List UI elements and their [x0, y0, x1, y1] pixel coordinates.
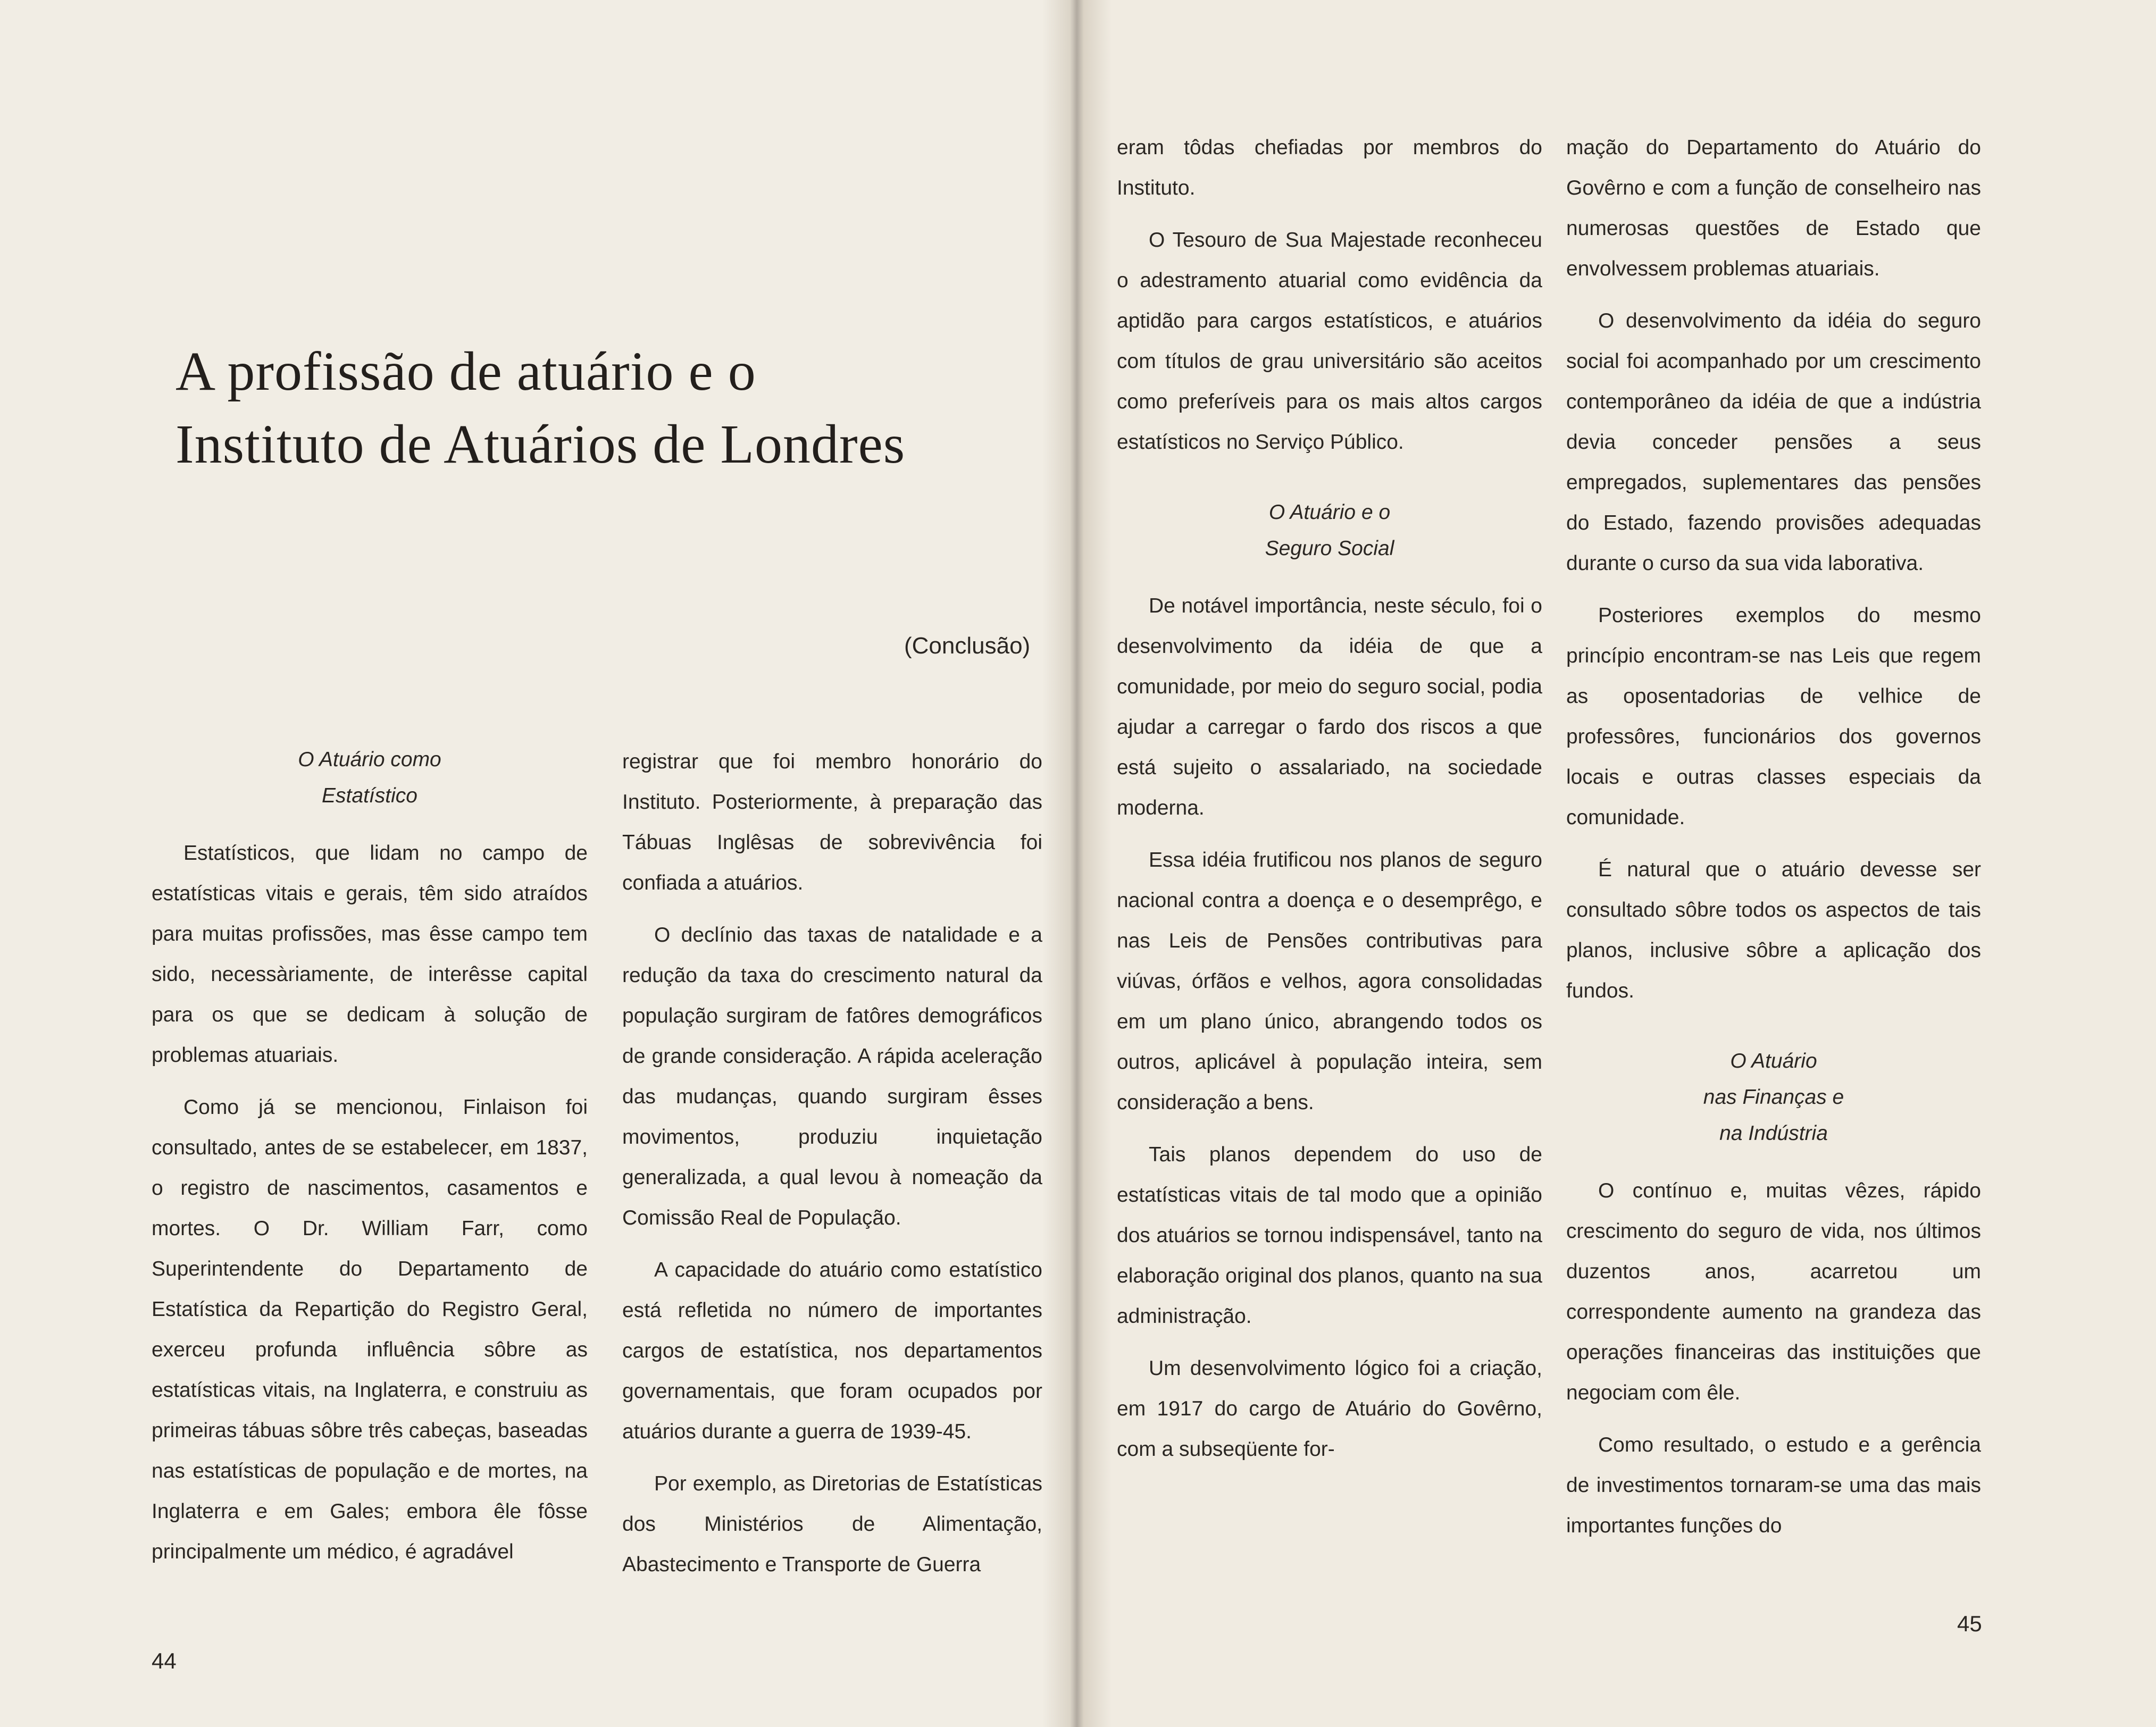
heading-line: O Atuário e o: [1268, 501, 1391, 524]
heading-line: Estatístico: [322, 784, 417, 807]
paragraph: O contínuo e, muitas vêzes, rápido crescimento do seguro de vida, nos últimos duzentos anos, acarretou um correspondente aumento na grandeza das operações financeiras das instituições que negociam com êle.: [1566, 1179, 1981, 1404]
paragraph: registrar que foi membro honorário do Instituto. Posteriormente, à preparação das Tábuas Inglêsas de sobrevivência foi confiada a atuários.: [622, 750, 1042, 894]
section-heading: [1117, 494, 1542, 567]
heading-line: O Atuário como: [298, 748, 441, 771]
paragraph: O desenvolvimento da idéia do seguro social foi acompanhado por um crescimento contemporâneo da idéia de que a indústria devia conceder pensões a seus empregados, suplementares das pensões do Estado, fazendo provisões adequadas durante o curso da sua vida laborativa.: [1566, 309, 1981, 575]
paragraph: eram tôdas chefiadas por membros do Instituto.: [1117, 136, 1542, 199]
paragraph: Por exemplo, as Diretorias de Estatísticas dos Ministérios de Alimentação, Abastecimento e Transporte de Guerra: [622, 1472, 1042, 1576]
heading-line: na Indústria: [1719, 1122, 1828, 1145]
paragraph: Posteriores exemplos do mesmo princípio encontram-se nas Leis que regem as oposentadorias de velhice de professôres, funcionários dos governos locais e outras classes especiais da comunidade.: [1566, 604, 1981, 829]
paragraph: Um desenvolvimento lógico foi a criação, em 1917 do cargo de Atuário do Govêrno, com a subseqüente for-: [1117, 1357, 1542, 1461]
section-heading: [152, 742, 588, 814]
left-column-1: [152, 742, 588, 1584]
paragraph: Como já se mencionou, Finlaison foi consultado, antes de se estabelecer, em 1837, o registro de nascimentos, casamentos e mortes. O Dr. William Farr, como Superintendente do Departamento de Estatística da Repartição do Registro Geral, exerceu profunda influência sôbre as estatísticas vitais, na Inglaterra, e construiu as primeiras tábuas sôbre três cabeças, baseadas nas estatísticas de população e de mortes, na Inglaterra e em Gales; embora êle fôsse principalmente um médico, é agradável: [152, 1096, 588, 1563]
paragraph: De notável importância, neste século, foi o desenvolvimento da idéia de que a comunidade, por meio do seguro social, podia ajudar a carregar o fardo dos riscos a que está sujeito o assalariado, na sociedade moderna.: [1117, 594, 1542, 819]
right-column-1: [1117, 128, 1542, 1481]
heading-line: Seguro Social: [1265, 537, 1394, 560]
paragraph: O Tesouro de Sua Majestade reconheceu o adestramento atuarial como evidência da aptidão para cargos estatísticos, e atuários com títulos de grau universitário são aceitos como preferíveis para os mais altos cargos estatísticos no Serviço Público.: [1117, 229, 1542, 454]
right-column-2: [1566, 128, 1981, 1558]
paragraph: Tais planos dependem do uso de estatísticas vitais de tal modo que a opinião dos atuários se tornou indispensável, tanto na elaboração original dos planos, quanto na sua administração.: [1117, 1143, 1542, 1328]
paragraph: É natural que o atuário devesse ser consultado sôbre todos os aspectos de tais planos, inclusive sôbre a aplicação dos fundos.: [1566, 858, 1981, 1002]
paragraph: A capacidade do atuário como estatístico está refletida no número de importantes cargos de estatística, nos departamentos governamentais, que foram ocupados por atuários durante a guerra de 1939-45.: [622, 1259, 1042, 1443]
paragraph: O declínio das taxas de natalidade e a redução da taxa do crescimento natural da população surgiram de fatôres demográficos de grande consideração. A rápida aceleração das mudanças, quando surgiram êsses movimentos, produziu inquietação generalizada, a qual levou à nomeação da Comissão Real de População.: [622, 924, 1042, 1229]
book-gutter: [1042, 0, 1112, 1727]
page-number: 45: [1957, 1611, 1982, 1636]
article-title: [176, 335, 1026, 481]
paragraph: Essa idéia frutificou nos planos de seguro nacional contra a doença e o desemprêgo, e nas Leis de Pensões contributivas para viúvas, órfãos e velhos, agora consolidadas em um plano único, abrangendo todos os outros, aplicável à população inteira, sem consideração a bens.: [1117, 849, 1542, 1114]
heading-line: nas Finanças e: [1703, 1086, 1844, 1109]
paragraph: mação do Departamento do Atuário do Govêrno e com a função de conselheiro nas numerosas questões de Estado que envolvessem problemas atuariais.: [1566, 136, 1981, 280]
section-heading: [1566, 1043, 1981, 1152]
paragraph: Estatísticos, que lidam no campo de estatísticas vitais e gerais, têm sido atraídos para muitas profissões, mas êsse campo tem sido, necessàriamente, de interêsse capital para os que se dedicam à solução de problemas atuariais.: [152, 842, 588, 1067]
title-line-2: Instituto de Atuários de Londres: [176, 414, 906, 475]
heading-line: O Atuário: [1730, 1050, 1817, 1072]
left-column-2: [622, 742, 1042, 1597]
page-number: 44: [152, 1648, 177, 1673]
right-page: [1074, 0, 2156, 1727]
left-page: [0, 0, 1074, 1727]
subtitle: (Conclusão): [904, 633, 1031, 659]
title-line-1: A profissão de atuário e o: [176, 341, 756, 402]
paragraph: Como resultado, o estudo e a gerência de investimentos tornaram-se uma das mais importantes funções do: [1566, 1433, 1981, 1537]
